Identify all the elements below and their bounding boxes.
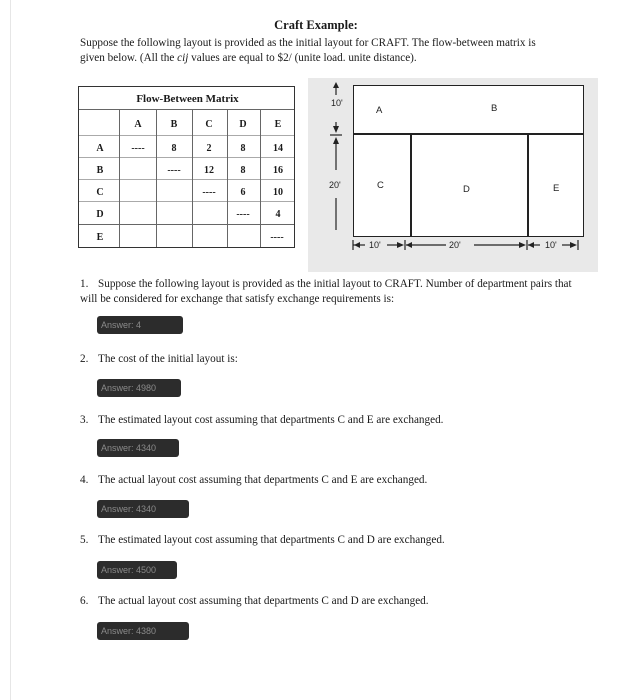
intro-paragraph	[80, 36, 560, 66]
matrix-col-header: A	[134, 119, 142, 130]
question-6	[80, 594, 580, 609]
dept-label-b: B	[491, 103, 498, 114]
matrix-row-label: E	[96, 232, 104, 243]
matrix-col-header: D	[239, 119, 247, 130]
page-edge-rule	[10, 0, 11, 700]
matrix-cell: 6	[240, 187, 246, 198]
matrix-cell: 10	[273, 187, 283, 198]
question-number: 6.	[80, 595, 89, 607]
matrix-col-rule	[192, 109, 193, 247]
dim-bottom-right: 10'	[545, 240, 557, 250]
matrix-cell: 2	[206, 143, 212, 154]
question-number: 4.	[80, 474, 89, 486]
matrix-col-header: B	[170, 119, 178, 130]
matrix-row-label: C	[96, 187, 104, 198]
matrix-cell: 8	[240, 143, 246, 154]
answer-bar-3: Answer: 4340	[97, 439, 179, 457]
matrix-row-label: B	[96, 165, 104, 176]
matrix-cell: ----	[236, 209, 250, 220]
question-number: 3.	[80, 414, 89, 426]
matrix-row-rule	[79, 179, 294, 180]
matrix-cell: 8	[240, 165, 246, 176]
answer-bar-2: Answer: 4980	[97, 379, 181, 397]
flow-between-matrix	[78, 86, 295, 248]
question-2	[80, 352, 580, 367]
matrix-col-rule	[260, 109, 261, 247]
question-5	[80, 533, 580, 548]
answer-bar-1: Answer: 4	[97, 316, 183, 334]
dim-left-top: 10'	[331, 98, 343, 108]
matrix-bottom-rule	[79, 224, 294, 225]
question-text: The actual layout cost assuming that departments C and E are exchanged.	[98, 474, 428, 486]
dim-bottom-mid: 20'	[449, 240, 461, 250]
matrix-row-label: D	[96, 209, 104, 220]
question-text: The cost of the initial layout is:	[98, 353, 238, 365]
question-text: The estimated layout cost assuming that departments C and D are exchanged.	[98, 534, 445, 546]
dept-label-c: C	[377, 180, 384, 191]
question-number: 5.	[80, 534, 89, 546]
question-1	[80, 277, 580, 307]
matrix-row-label: A	[96, 143, 104, 154]
matrix-col-header: E	[274, 119, 282, 130]
matrix-col-header: C	[205, 119, 213, 130]
question-text: The actual layout cost assuming that departments C and D are exchanged.	[98, 595, 429, 607]
answer-bar-5: Answer: 4500	[97, 561, 177, 579]
matrix-row-rule	[79, 201, 294, 202]
matrix-col-rule	[227, 109, 228, 247]
intro-part2: values are equal to $2/ (unite load. unite distance).	[188, 52, 417, 64]
matrix-row-rule	[79, 135, 294, 136]
matrix-cell: 14	[273, 143, 283, 154]
matrix-cell: ----	[202, 187, 216, 198]
matrix-header-divider	[79, 109, 294, 110]
matrix-col-rule	[119, 109, 120, 247]
question-4	[80, 473, 580, 488]
question-text: The estimated layout cost assuming that departments C and E are exchanged.	[98, 414, 444, 426]
question-number: 2.	[80, 353, 89, 365]
dept-label-d: D	[463, 184, 470, 195]
matrix-title: Flow-Between Matrix	[136, 93, 239, 105]
matrix-col-rule	[156, 109, 157, 247]
intro-part1: Suppose the following layout is provided as the initial layout for CRAFT. The flow-between matrix is given below. (All the	[80, 37, 536, 64]
page-title: Craft Example:	[274, 18, 358, 32]
matrix-row-rule	[79, 157, 294, 158]
matrix-cell: 8	[171, 143, 177, 154]
answer-bar-6: Answer: 4380	[97, 622, 189, 640]
dept-label-e: E	[553, 183, 560, 194]
dim-bottom-left: 10'	[369, 240, 381, 250]
question-text: Suppose the following layout is provided as the initial layout to CRAFT. Number of department pairs that will be considered for exchange that satisfy exchange requirements is:	[80, 278, 572, 305]
dim-left-bottom: 20'	[329, 180, 341, 190]
matrix-cell: 12	[204, 165, 214, 176]
matrix-cell: ----	[131, 143, 145, 154]
question-3	[80, 413, 580, 428]
matrix-cell: ----	[270, 232, 284, 243]
matrix-cell: 4	[275, 209, 281, 220]
dept-label-a: A	[376, 105, 383, 116]
matrix-cell: ----	[167, 165, 181, 176]
question-number: 1.	[80, 278, 89, 290]
intro-cij: cij	[177, 52, 189, 64]
matrix-cell: 16	[273, 165, 283, 176]
answer-bar-4: Answer: 4340	[97, 500, 189, 518]
